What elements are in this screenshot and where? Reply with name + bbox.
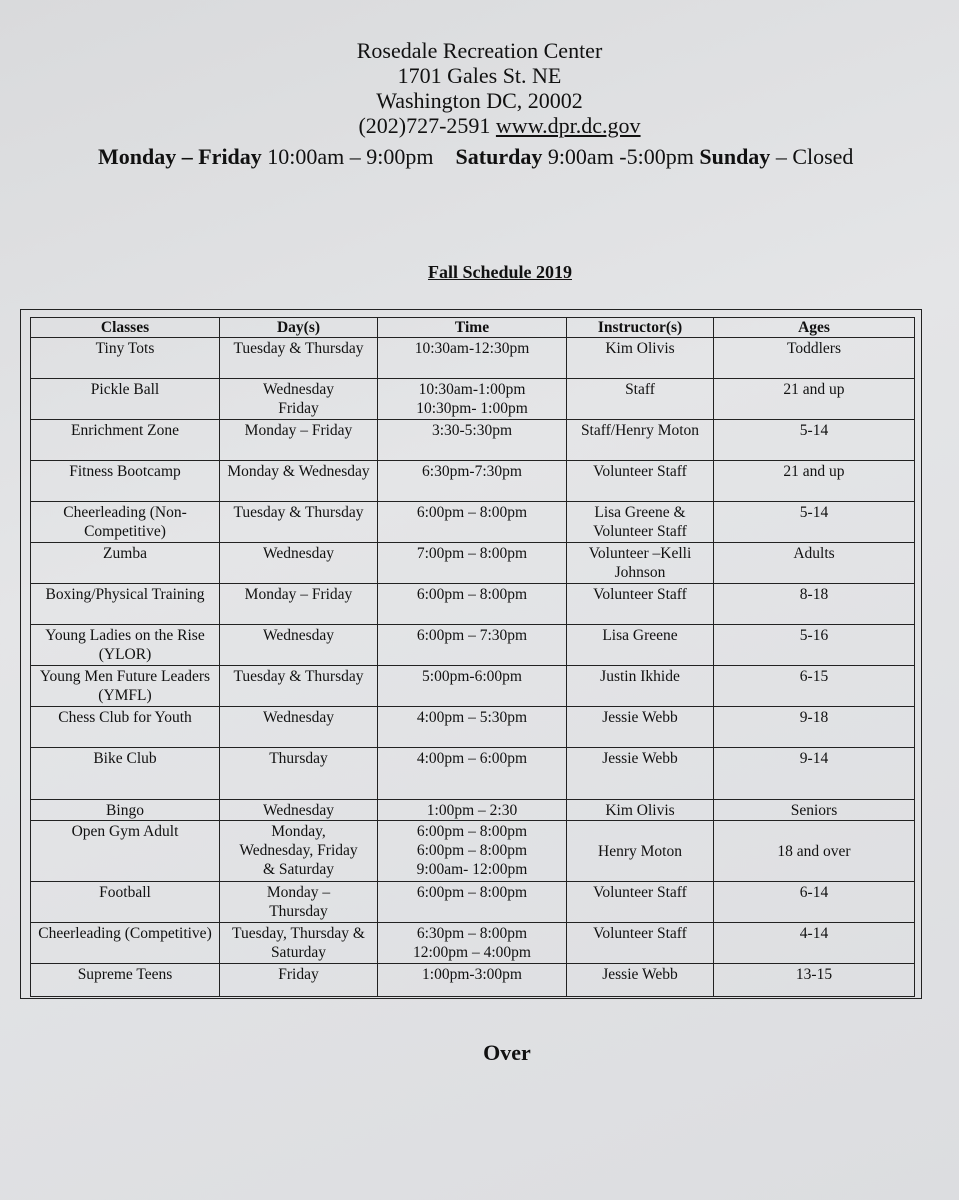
center-website-link[interactable]: www.dpr.dc.gov [495,113,641,138]
time-cell: 4:00pm – 5:30pm [378,707,567,748]
table-row [31,821,915,882]
class-cell: Bingo [31,800,220,821]
saturday-label: Saturday [455,144,543,169]
table-row [31,707,915,748]
over-label: Over [483,1040,531,1065]
instructor-cell: Jessie Webb [567,707,714,748]
table-row [31,543,915,584]
table-row [31,923,915,964]
sunday-label: Sunday [699,144,771,169]
days-cell: Tuesday & Thursday [220,502,378,543]
time-cell: 1:00pm-3:00pm [378,964,567,997]
days-cell: Wednesday [220,543,378,584]
class-cell: Fitness Bootcamp [31,461,220,502]
weekday-hours: 10:00am – 9:00pm [267,144,434,169]
class-cell: Pickle Ball [31,379,220,420]
time-cell: 6:00pm – 8:00pm [378,882,567,923]
instructor-cell: Lisa Greene & Volunteer Staff [567,502,714,543]
time-cell: 5:00pm-6:00pm [378,666,567,707]
time-cell: 7:00pm – 8:00pm [378,543,567,584]
instructor-cell: Henry Moton [567,821,714,882]
days-cell: Monday – Friday [220,584,378,625]
ages-cell: 9-18 [714,707,915,748]
days-cell: Thursday [220,748,378,800]
instructor-cell: Volunteer Staff [567,584,714,625]
class-cell: Young Men Future Leaders (YMFL) [31,666,220,707]
time-cell: 1:00pm – 2:30 [378,800,567,821]
days-cell: Tuesday, Thursday & Saturday [220,923,378,964]
time-cell: 6:30pm – 8:00pm 12:00pm – 4:00pm [378,923,567,964]
ages-cell: 4-14 [714,923,915,964]
saturday-hours: 9:00am -5:00pm [547,144,694,169]
time-cell: 6:30pm-7:30pm [378,461,567,502]
table-row [31,379,915,420]
time-cell: 6:00pm – 8:00pm [378,502,567,543]
time-cell: 10:30am-1:00pm 10:30pm- 1:00pm [378,379,567,420]
class-cell: Chess Club for Youth [31,707,220,748]
time-cell: 6:00pm – 8:00pm 6:00pm – 8:00pm 9:00am- 12:00pm [378,821,567,882]
instructor-cell: Volunteer Staff [567,882,714,923]
ages-cell: Toddlers [714,338,915,379]
column-header-ages: Ages [714,318,915,338]
time-cell: 10:30am-12:30pm [378,338,567,379]
sunday-hours: – Closed [775,144,854,169]
ages-cell: 8-18 [714,584,915,625]
instructor-cell: Jessie Webb [567,748,714,800]
days-cell: Monday – Thursday [220,882,378,923]
instructor-cell: Volunteer Staff [567,923,714,964]
column-header-classes: Classes [31,318,220,338]
days-cell: Monday – Friday [220,420,378,461]
table-row [31,666,915,707]
time-cell: 6:00pm – 7:30pm [378,625,567,666]
time-cell: 4:00pm – 6:00pm [378,748,567,800]
column-header-time: Time [378,318,567,338]
days-cell: Wednesday [220,800,378,821]
class-cell: Tiny Tots [31,338,220,379]
instructor-cell: Kim Olivis [567,800,714,821]
ages-cell: 6-15 [714,666,915,707]
days-cell: Friday [220,964,378,997]
ages-cell: 9-14 [714,748,915,800]
days-cell: Tuesday & Thursday [220,666,378,707]
class-cell: Football [31,882,220,923]
instructor-cell: Volunteer –Kelli Johnson [567,543,714,584]
column-header-instructor: Instructor(s) [567,318,714,338]
ages-cell: 21 and up [714,461,915,502]
table-row [31,502,915,543]
schedule-table [30,317,915,997]
ages-cell: 13-15 [714,964,915,997]
time-cell: 6:00pm – 8:00pm [378,584,567,625]
table-header-row [31,318,915,338]
center-street: 1701 Gales St. NE [397,63,562,88]
days-cell: Monday & Wednesday [220,461,378,502]
table-row [31,748,915,800]
class-cell: Cheerleading (Competitive) [31,923,220,964]
class-cell: Young Ladies on the Rise (YLOR) [31,625,220,666]
center-city: Washington DC, 20002 [376,88,583,113]
instructor-cell: Jessie Webb [567,964,714,997]
schedule-title: Fall Schedule 2019 [427,262,572,282]
days-cell: Wednesday [220,625,378,666]
table-row [31,420,915,461]
table-row [31,625,915,666]
instructor-cell: Staff/Henry Moton [567,420,714,461]
days-cell: Wednesday [220,707,378,748]
instructor-cell: Staff [567,379,714,420]
days-cell: Tuesday & Thursday [220,338,378,379]
ages-cell: 18 and over [714,821,915,882]
ages-cell: 6-14 [714,882,915,923]
column-header-days: Day(s) [220,318,378,338]
ages-cell: 5-14 [714,502,915,543]
center-phone: (202)727-2591 [358,113,491,138]
class-cell: Open Gym Adult [31,821,220,882]
class-cell: Zumba [31,543,220,584]
ages-cell: 5-16 [714,625,915,666]
ages-cell: Adults [714,543,915,584]
class-cell: Supreme Teens [31,964,220,997]
days-cell: Wednesday Friday [220,379,378,420]
center-contact [40,113,959,138]
weekday-label: Monday – Friday [98,144,262,169]
time-cell: 3:30-5:30pm [378,420,567,461]
class-cell: Boxing/Physical Training [31,584,220,625]
instructor-cell: Lisa Greene [567,625,714,666]
table-row [31,461,915,502]
ages-cell: Seniors [714,800,915,821]
hours-line [98,144,958,170]
ages-cell: 5-14 [714,420,915,461]
table-row [31,800,915,821]
class-cell: Cheerleading (Non-Competitive) [31,502,220,543]
class-cell: Enrichment Zone [31,420,220,461]
class-cell: Bike Club [31,748,220,800]
instructor-cell: Justin Ikhide [567,666,714,707]
days-cell: Monday, Wednesday, Friday & Saturday [220,821,378,882]
center-name: Rosedale Recreation Center [356,38,603,63]
center-header [0,38,959,138]
table-row [31,964,915,997]
table-row [31,584,915,625]
instructor-cell: Volunteer Staff [567,461,714,502]
table-row [31,882,915,923]
table-row [31,338,915,379]
instructor-cell: Kim Olivis [567,338,714,379]
ages-cell: 21 and up [714,379,915,420]
